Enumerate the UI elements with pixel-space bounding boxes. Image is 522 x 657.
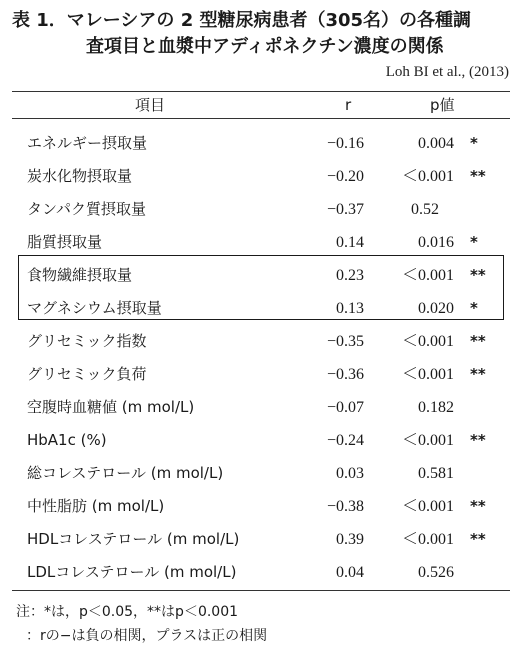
header-p: p値 <box>430 96 455 114</box>
row-p: ＜0.001 <box>402 267 455 284</box>
row-r: −0.37 <box>326 201 364 218</box>
title-line-2: 査項目と血漿中アディポネクチン濃度の関係 <box>86 36 444 57</box>
row-item: グリセミック負荷 <box>27 365 147 383</box>
row-sig: ** <box>470 431 486 449</box>
table-row <box>0 556 522 589</box>
row-sig: ** <box>470 530 486 548</box>
row-item: 食物繊維摂取量 <box>27 266 133 284</box>
row-item: グリセミック指数 <box>27 332 147 350</box>
table-bottom-rule <box>12 590 510 591</box>
table-row <box>0 490 522 523</box>
table-body <box>0 127 522 589</box>
row-item: 炭水化物摂取量 <box>27 167 133 185</box>
table-row <box>0 391 522 424</box>
row-sig: ** <box>470 266 486 284</box>
row-p: 0.526 <box>418 564 454 581</box>
row-item: HbA1c (%) <box>27 431 107 449</box>
header-rule <box>12 118 510 119</box>
row-p: 0.016 <box>418 234 454 251</box>
row-p: 0.581 <box>418 465 454 482</box>
title-line-1: 表 1．マレーシアの 2 型糖尿病患者（305名）の各種調 <box>12 10 472 31</box>
row-p: ＜0.001 <box>402 432 455 449</box>
row-r: 0.03 <box>336 465 364 482</box>
table-row <box>0 160 522 193</box>
table-title <box>12 8 517 60</box>
row-sig: * <box>470 233 478 251</box>
row-p: ＜0.001 <box>402 333 455 350</box>
note-line-2: ：rの−は負の相関，プラスは正の相関 <box>26 628 268 644</box>
table-row <box>0 325 522 358</box>
row-sig: * <box>470 299 478 317</box>
table-row <box>0 193 522 226</box>
row-r: −0.07 <box>326 399 364 416</box>
row-sig: ** <box>470 497 486 515</box>
row-r: 0.23 <box>336 267 364 284</box>
table-row <box>0 457 522 490</box>
row-r: 0.04 <box>336 564 364 581</box>
row-p: ＜0.001 <box>402 366 455 383</box>
row-p: 0.52 <box>411 201 439 218</box>
row-sig: ** <box>470 167 486 185</box>
row-item: 総コレステロール (m mol/L) <box>27 464 224 482</box>
row-r: 0.14 <box>336 234 364 251</box>
row-r: −0.16 <box>326 135 364 152</box>
row-p: 0.004 <box>418 135 454 152</box>
row-item: マグネシウム摂取量 <box>27 299 162 317</box>
row-r: 0.39 <box>336 531 364 548</box>
row-r: −0.36 <box>326 366 364 383</box>
row-sig: ** <box>470 332 486 350</box>
row-p: ＜0.001 <box>402 168 455 185</box>
header-r: r <box>345 96 352 114</box>
row-sig: * <box>470 134 478 152</box>
table-row <box>0 424 522 457</box>
row-p: 0.020 <box>418 300 454 317</box>
row-item: 脂質摂取量 <box>27 233 103 251</box>
citation: Loh BI et al., (2013) <box>385 64 509 80</box>
table-row <box>0 127 522 160</box>
row-r: 0.13 <box>336 300 364 317</box>
row-item: HDLコレステロール (m mol/L) <box>27 530 240 548</box>
row-item: タンパク質摂取量 <box>27 200 146 218</box>
row-sig: ** <box>470 365 486 383</box>
row-r: −0.20 <box>326 168 364 185</box>
row-item: LDLコレステロール (m mol/L) <box>27 563 237 581</box>
row-item: 中性脂肪 (m mol/L) <box>27 497 165 515</box>
row-item: エネルギー摂取量 <box>27 134 148 152</box>
row-r: −0.35 <box>326 333 364 350</box>
row-p: 0.182 <box>418 399 454 416</box>
row-p: ＜0.001 <box>402 498 455 515</box>
table-row <box>0 358 522 391</box>
highlight-box <box>18 255 504 320</box>
header-item: 項目 <box>135 96 166 114</box>
row-p: ＜0.001 <box>402 531 455 548</box>
row-item: 空腹時血糖値 (m mol/L) <box>27 398 195 416</box>
table-row <box>0 523 522 556</box>
row-r: −0.24 <box>326 432 364 449</box>
note-line-1: 注：*は，p＜0.05，**はp＜0.001 <box>16 604 239 620</box>
row-r: −0.38 <box>326 498 364 515</box>
